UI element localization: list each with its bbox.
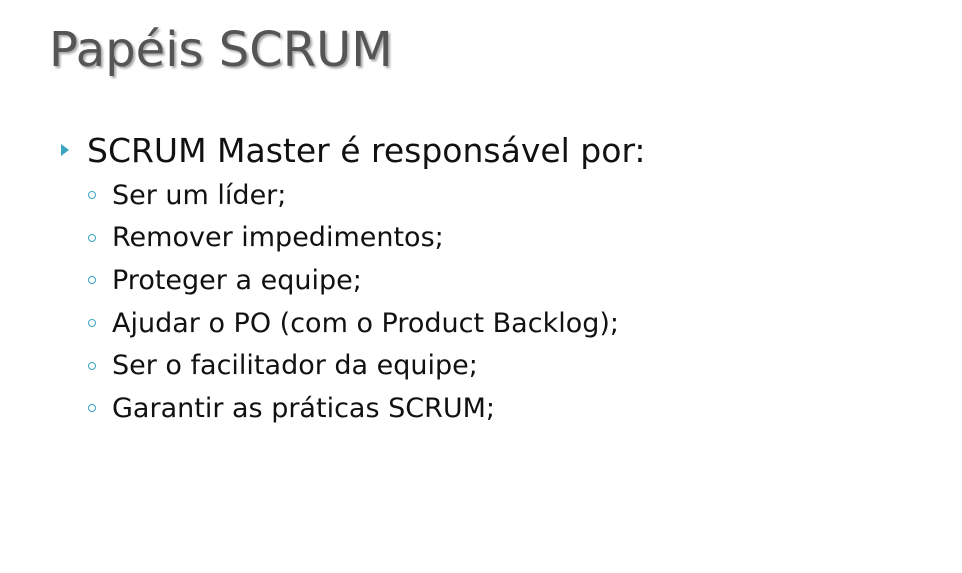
main-bullet — [58, 126, 938, 174]
sub-bullet-item — [88, 259, 938, 302]
sub-bullet-item — [88, 174, 938, 217]
circle-bullet-icon — [88, 404, 96, 412]
sub-bullet-text: Remover impedimentos; — [112, 222, 444, 254]
sub-bullet-text: Garantir as práticas SCRUM; — [112, 392, 496, 424]
sub-bullet-item — [88, 344, 938, 387]
sub-bullet-list — [58, 174, 938, 430]
sub-bullet-item — [88, 302, 938, 345]
slide-title: Papéis SCRUM — [49, 22, 393, 78]
circle-bullet-icon — [88, 276, 96, 284]
sub-bullet-text: Proteger a equipe; — [112, 264, 362, 296]
main-bullet-text: SCRUM Master é responsável por: — [87, 130, 646, 170]
sub-bullet-item — [88, 387, 938, 430]
triangle-right-icon — [61, 144, 69, 156]
circle-bullet-icon — [88, 362, 96, 370]
sub-bullet-text: Ajudar o PO (com o Product Backlog); — [112, 307, 619, 339]
circle-bullet-icon — [88, 319, 96, 327]
circle-bullet-icon — [88, 234, 96, 242]
sub-bullet-text: Ser o facilitador da equipe; — [112, 350, 478, 382]
sub-bullet-item — [88, 217, 938, 260]
slide-content — [58, 126, 938, 430]
sub-bullet-text: Ser um líder; — [112, 179, 287, 211]
circle-bullet-icon — [88, 191, 96, 199]
